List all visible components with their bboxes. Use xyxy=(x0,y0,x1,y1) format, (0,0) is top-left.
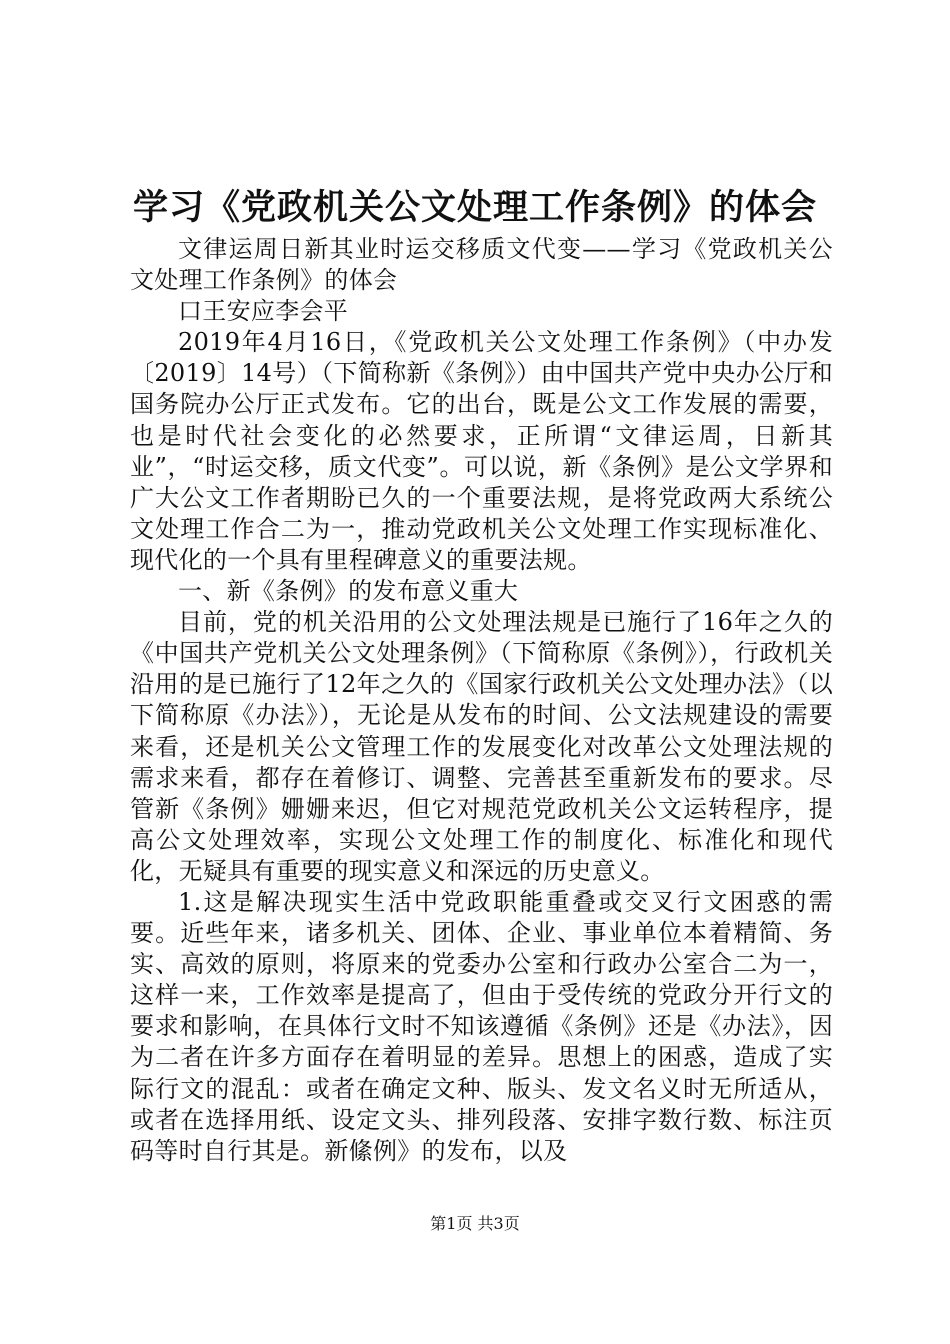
body-paragraph: 2019年4月16日，《党政机关公文处理工作条例》（中办发〔2019〕14号）（下简称新《条例》）由中国共产党中央办公厅和国务院办公厅正式发布。它的出台，既是公文工作发展的需要，也是时代社会变化的必然要求，正所谓“文律运周，日新其业”，“时运交移，质文代变”。可以说，新《条例》是公文学界和广大公文工作者期盼已久的一个重要法规，是将党政两大系统公文处理工作合二为一，推动党政机关公文处理工作实现标准化、现代化的一个具有里程碑意义的重要法规。 xyxy=(130,328,833,574)
subtitle-paragraph: 文律运周日新其业时运交移质文代变——学习《党政机关公文处理工作条例》的体会 xyxy=(130,235,833,295)
page-footer: 第1页 共3页 xyxy=(430,1214,520,1233)
body-paragraph: 目前，党的机关沿用的公文处理法规是已施行了16年之久的《中国共产党机关公文处理条例》（下简称原《条例》），行政机关沿用的是已施行了12年之久的《国家行政机关公文处理办法》（以下简称原《办法》），无论是从发布的时间、公文法规建设的需要来看，还是机关公文管理工作的发展变化对改革公文处理法规的需求来看，都存在着修订、调整、完善甚至重新发布的要求。尽管新《条例》姗姗来迟，但它对规范党政机关公文运转程序，提高公文处理效率，实现公文处理工作的制度化、标准化和现代化，无疑具有重要的现实意义和深远的历史意义。 xyxy=(130,608,833,885)
author-line: 口王安应李会平 xyxy=(178,297,349,326)
body-paragraph: 1.这是解决现实生活中党政职能重叠或交叉行文困惑的需要。近些年来，诸多机关、团体、企业、事业单位本着精简、务实、高效的原则，将原来的党委办公室和行政办公室合二为一，这样一来，工作效率是提高了，但由于受传统的党政分开行文的要求和影响，在具体行文时不知该遵循《条例》还是《办法》，因为二者在许多方面存在着明显的差异。思想上的困惑，造成了实际行文的混乱：或者在确定文种、版头、发文名义时无所适从，或者在选择用纸、设定文头、排列段落、安排字数行数、标注页码等时自行其是。新絛例》的发布，以及 xyxy=(130,887,833,1165)
document-body xyxy=(130,234,833,1167)
section-heading: 一、新《条例》的发布意义重大 xyxy=(178,577,519,606)
document-title: 学习《党政机关公文处理工作条例》的体会 xyxy=(132,187,817,228)
